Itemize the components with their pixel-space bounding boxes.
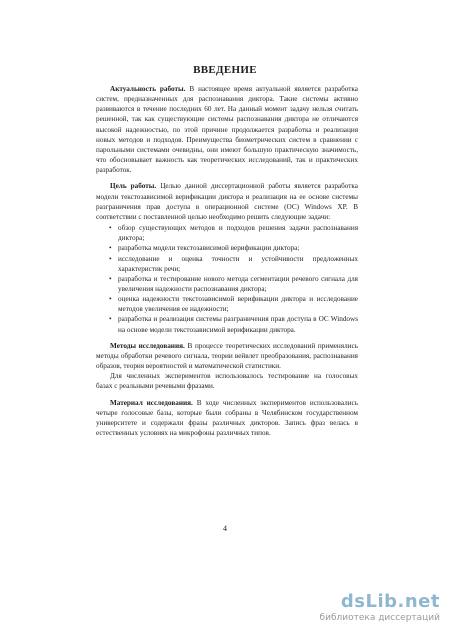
heading-material: Материал исследования.	[110, 398, 193, 407]
paragraph-goal	[96, 181, 358, 222]
bullet-icon: •	[109, 273, 112, 283]
document-body	[96, 84, 358, 444]
list-item: • разработка и тестирование нового метода сегментации речевого сигнала для увеличения надежности распознавания диктора;	[109, 273, 358, 293]
text-material: В ходе численных экспериментов использовались четыре голосовые базы, которые были собраны в Челябинском государственном университете и содержали фразы различных дикторов. Запись фраз велась в естественных условиях на микрофоны различных типов.	[96, 398, 358, 437]
bullet-icon: •	[109, 223, 112, 233]
heading-goal: Цель работы.	[110, 182, 157, 191]
list-item: • обзор существующих методов и подходов решения задачи распознавания диктора;	[109, 223, 358, 243]
text-goal: Целью данной диссертационной работы является разработка модели текстозависимой верификации диктора и реализация на ее основе системы разграничения прав доступа в операционной системе (ОС) Windows XP. В соответствии с поставленной целью необходимо решить следующие задачи:	[96, 182, 358, 221]
heading-methods: Методы исследования.	[110, 341, 185, 350]
text-methods: В процессе теоретических исследований применялись методы обработки речевого сигнала, теории вейвлет преобразования, распознавания образов, теория вероятностей и математической статистики.	[96, 341, 358, 371]
watermark	[320, 592, 440, 623]
paragraph-methods-2	[96, 371, 358, 391]
bullet-icon: •	[109, 314, 112, 324]
paragraph-material	[96, 398, 358, 439]
page-title: ВВЕДЕНИЕ	[193, 64, 257, 76]
bullet-icon: •	[109, 294, 112, 304]
list-item: • разработка и реализация системы разграничения прав доступа в ОС Windows на основе модели текстозависимой верификации диктора.	[109, 314, 358, 334]
watermark-logo: dsLib.net	[340, 591, 440, 612]
bullet-icon: •	[109, 243, 112, 253]
task-list	[96, 223, 358, 335]
text-relevance: В настоящее время актуальной является разработка систем, предназначенных для распознавания диктора. Такие системы активно развиваются в течение последних 60 лет. На данный момент задачу нельзя считать решенной, так как существующие системы распознавания диктора не отличаются высокой надежностью, по этой причине продолжается разработка и реализация новых методов и подходов. Преимущества биометрических систем в сравнении с парольными системами очевидны, они имеют большую практическую значимость, что обосновывает важность как теоретических исследований, так и практических разработок.	[96, 85, 358, 175]
list-item: • разработка модели текстозависимой верификации диктора;	[109, 243, 300, 253]
paragraph-methods	[96, 341, 358, 371]
list-item: • оценка надежности текстозависимой верификации диктора и исследование методов увеличения ее надежности;	[109, 294, 358, 314]
watermark-subtitle: библиотека диссертаций	[319, 613, 440, 623]
bullet-icon: •	[109, 253, 112, 263]
heading-relevance: Актуальность работы.	[110, 85, 186, 93]
paragraph-relevance	[96, 84, 358, 175]
page-number: 4	[223, 524, 227, 533]
list-item: • исследование и оценка точности и устойчивости предложенных характеристик речи;	[109, 253, 358, 273]
text-methods-2: Для численных экспериментов использовалось тестирование на голосовых базах с реальными речевыми фразами.	[96, 372, 358, 391]
